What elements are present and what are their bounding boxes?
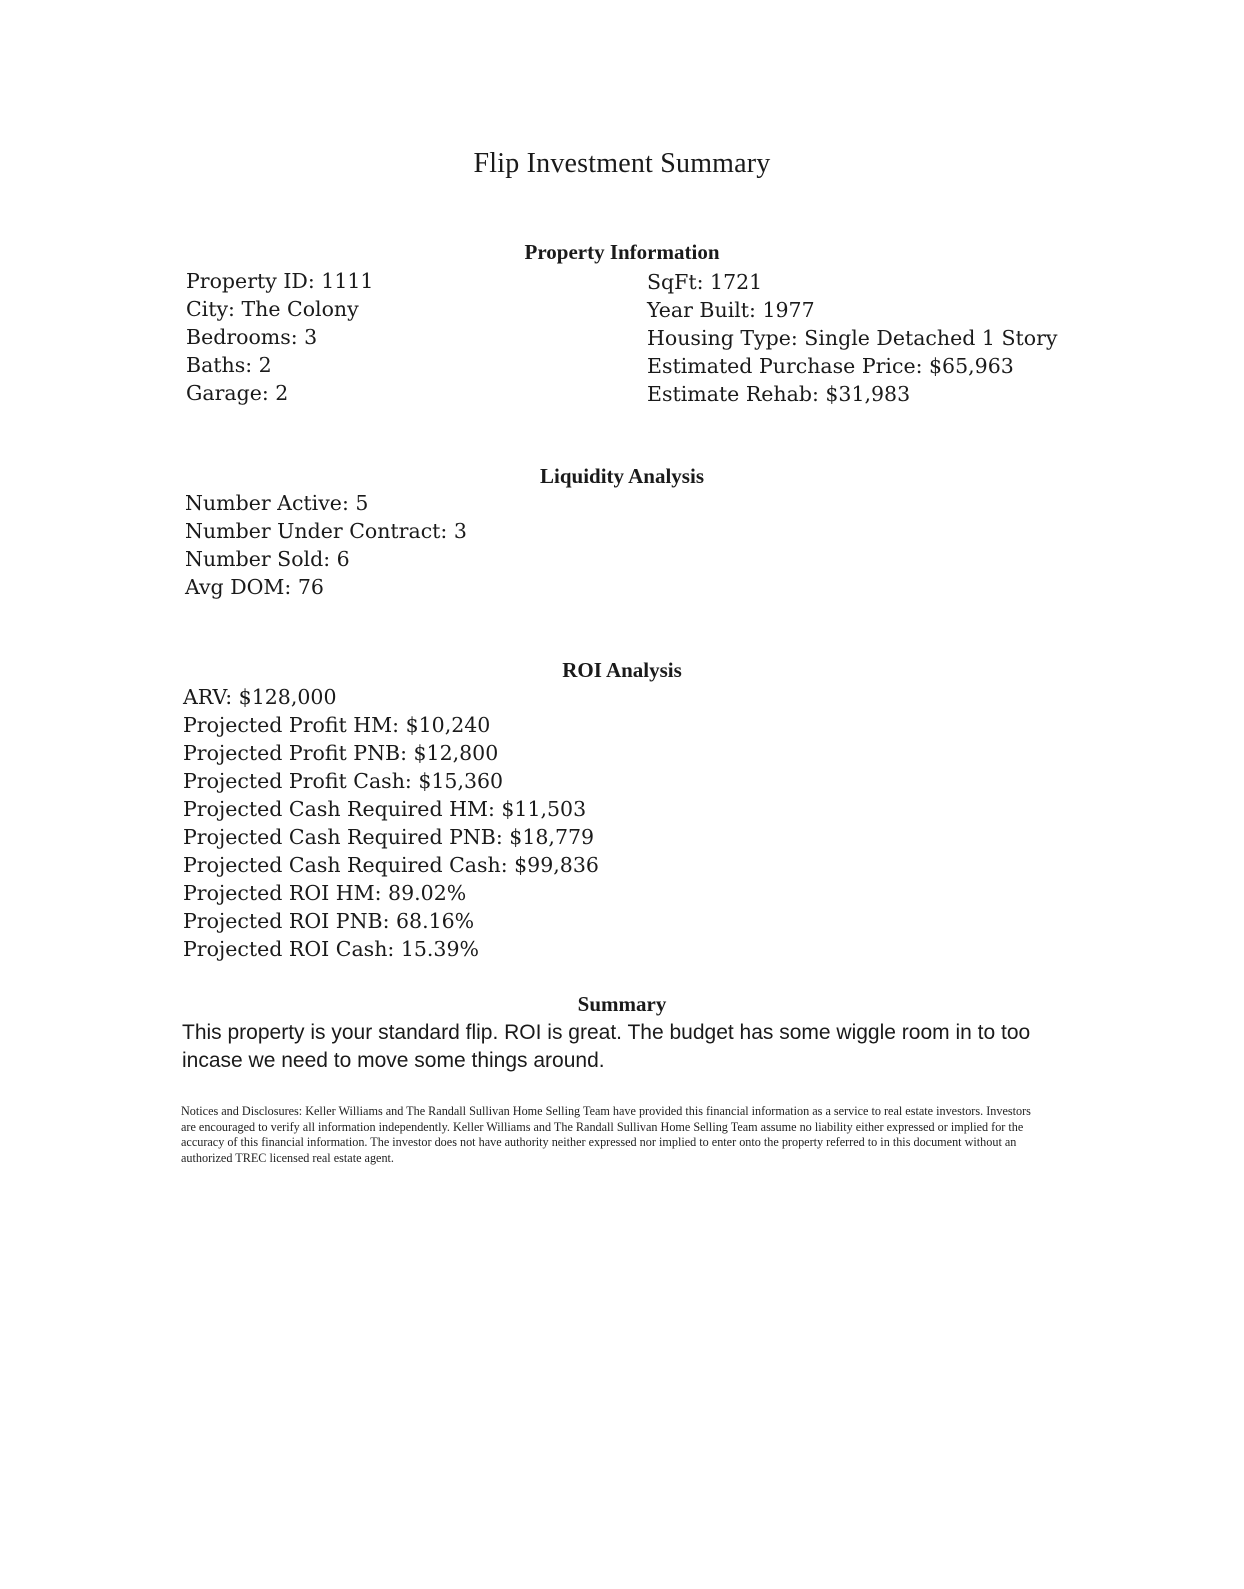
property-info-left-column [186,267,373,407]
property-info-right-column [647,268,1057,408]
arv-line: ARV: $128,000 [183,685,337,709]
property-id-line: Property ID: 1111 [186,269,374,293]
projected-roi-cash-line: Projected ROI Cash: 15.39% [183,937,479,961]
liquidity-analysis-heading: Liquidity Analysis [540,464,704,488]
document-title: Flip Investment Summary [473,148,771,179]
projected-cash-required-cash-line: Projected Cash Required Cash: $99,836 [183,853,599,877]
number-sold-line: Number Sold: 6 [185,547,350,571]
number-active-line: Number Active: 5 [185,491,369,515]
projected-profit-hm-line: Projected Profit HM: $10,240 [183,713,491,737]
number-under-contract-line: Number Under Contract: 3 [185,519,467,543]
year-built-line: Year Built: 1977 [647,298,815,322]
estimated-purchase-price-line: Estimated Purchase Price: $65,963 [647,354,1014,378]
avg-dom-line: Avg DOM: 76 [185,575,324,599]
summary-paragraph: This property is your standard flip. ROI is great. The budget has some wiggle room in to too incase we need to move some things around. [182,1021,1031,1072]
garage-line: Garage: 2 [186,381,289,405]
roi-analysis-heading: ROI Analysis [562,658,682,682]
city-line: City: The Colony [186,297,359,321]
projected-roi-pnb-line: Projected ROI PNB: 68.16% [183,909,475,933]
estimate-rehab-line: Estimate Rehab: $31,983 [647,382,911,406]
property-information-heading: Property Information [524,240,720,264]
housing-type-line: Housing Type: Single Detached 1 Story [647,326,1058,350]
projected-profit-cash-line: Projected Profit Cash: $15,360 [183,769,504,793]
bedrooms-line: Bedrooms: 3 [186,325,318,349]
summary-heading: Summary [577,992,667,1016]
liquidity-analysis-list [185,489,467,601]
projected-cash-required-pnb-line: Projected Cash Required PNB: $18,779 [183,825,595,849]
projected-profit-pnb-line: Projected Profit PNB: $12,800 [183,741,499,765]
baths-line: Baths: 2 [186,353,272,377]
projected-cash-required-hm-line: Projected Cash Required HM: $11,503 [183,797,587,821]
notices-and-disclosures: Notices and Disclosures: Keller Williams and The Randall Sullivan Home Selling Team have provided this financial information as a service to real estate investors. Investors are encouraged to verify all information independently. Keller Williams and The Randall Sullivan Home Selling Team assume no liability either expressed or implied for the accuracy of this financial information. The investor does not have authority neither expressed nor implied to enter onto the property referred to in this document without an authorized TREC licensed real estate agent. [181,1104,1031,1165]
projected-roi-hm-line: Projected ROI HM: 89.02% [183,881,467,905]
sqft-line: SqFt: 1721 [647,270,763,294]
roi-analysis-list [183,683,599,963]
